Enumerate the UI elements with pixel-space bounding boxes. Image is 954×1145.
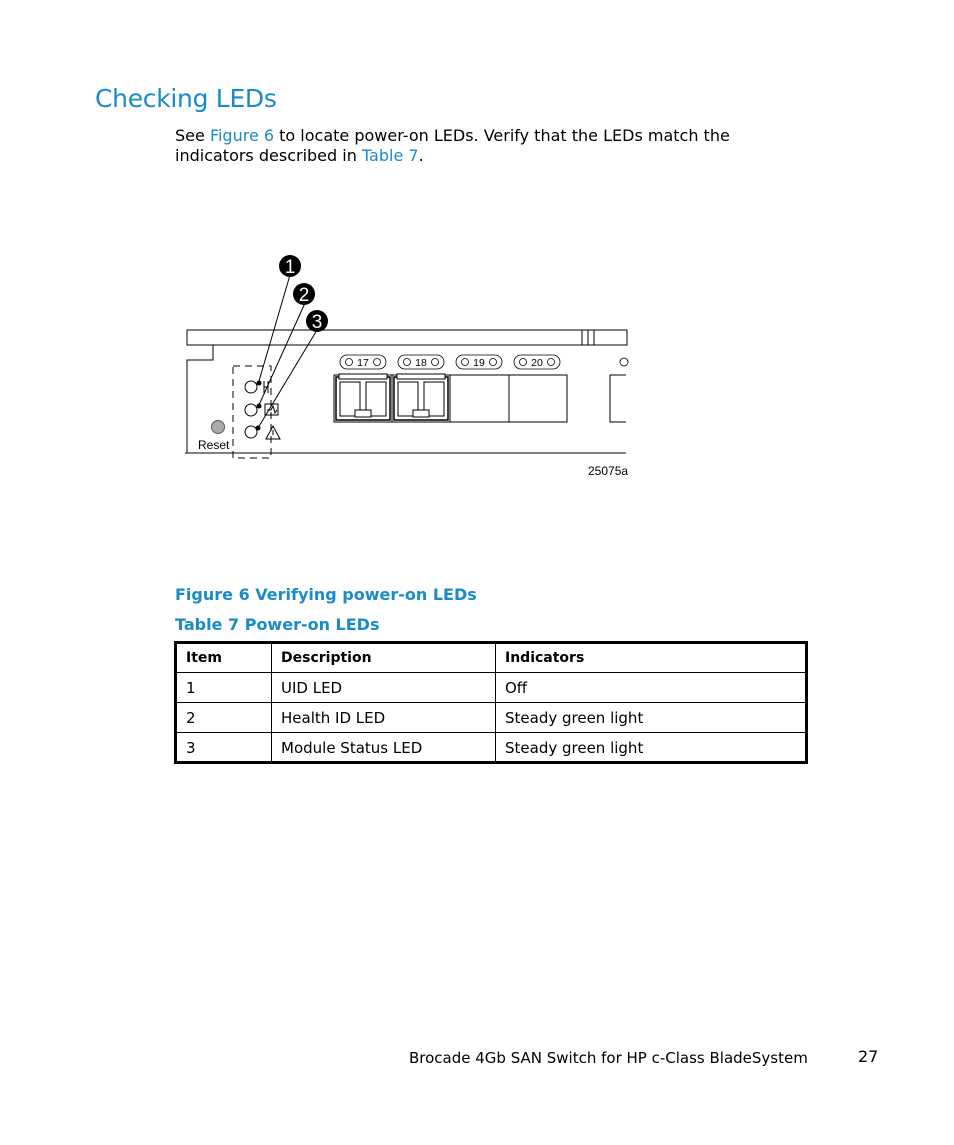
footer-title: Brocade 4Gb SAN Switch for HP c-Class BladeSystem bbox=[409, 1049, 808, 1067]
port-18-number: 18 bbox=[415, 357, 427, 369]
port-block-partial bbox=[610, 375, 626, 422]
port-17-number: 17 bbox=[357, 357, 369, 369]
figure-6-link[interactable]: Figure 6 bbox=[209, 126, 275, 145]
callout-1-dot bbox=[257, 381, 262, 386]
table-header-row bbox=[176, 643, 807, 673]
header-item: Item bbox=[176, 643, 272, 673]
callout-2-number: 2 bbox=[298, 285, 310, 306]
callout-2-leader bbox=[259, 303, 305, 405]
intro-see: See bbox=[175, 126, 210, 145]
uid-led bbox=[245, 381, 257, 393]
table-7-link[interactable]: Table 7 bbox=[361, 146, 419, 165]
module-status-led bbox=[245, 426, 257, 438]
header-description: Description bbox=[272, 643, 496, 673]
table-row bbox=[176, 673, 807, 703]
port-label-17 bbox=[340, 355, 386, 369]
page-number: 27 bbox=[858, 1047, 879, 1066]
table-row bbox=[176, 703, 807, 733]
cell-description: UID LED bbox=[272, 673, 496, 703]
figure-caption: Figure 6 Verifying power-on LEDs bbox=[175, 585, 477, 604]
cell-description: Health ID LED bbox=[272, 703, 496, 733]
callout-1-leader bbox=[259, 275, 290, 381]
port-label-20 bbox=[514, 355, 560, 369]
cell-indicators: Off bbox=[496, 673, 807, 703]
cell-item: 1 bbox=[176, 673, 272, 703]
sfp-module-18 bbox=[394, 374, 448, 420]
health-pulse-icon bbox=[267, 406, 277, 413]
table-caption: Table 7 Power-on LEDs bbox=[175, 615, 380, 634]
port-label-18 bbox=[398, 355, 444, 369]
port-label-21-partial bbox=[620, 358, 628, 366]
cell-indicators: Steady green light bbox=[496, 703, 807, 733]
table-row bbox=[176, 733, 807, 763]
callout-2-dot bbox=[257, 404, 262, 409]
sfp-module-17 bbox=[336, 374, 390, 420]
cell-item: 2 bbox=[176, 703, 272, 733]
section-heading: Checking LEDs bbox=[95, 84, 277, 113]
cell-item: 3 bbox=[176, 733, 272, 763]
reset-label: Reset bbox=[198, 438, 230, 452]
top-rail bbox=[187, 330, 627, 345]
port-20-number: 20 bbox=[531, 357, 543, 369]
port-19-number: 19 bbox=[473, 357, 485, 369]
port-label-19 bbox=[456, 355, 502, 369]
header-indicators: Indicators bbox=[496, 643, 807, 673]
intro-paragraph bbox=[175, 126, 790, 166]
callout-1-number: 1 bbox=[284, 257, 296, 278]
cell-description: Module Status LED bbox=[272, 733, 496, 763]
health-led bbox=[245, 404, 257, 416]
switch-module-drawing bbox=[180, 250, 640, 490]
intro-end: . bbox=[418, 146, 424, 165]
callout-3-number: 3 bbox=[311, 312, 323, 333]
callout-3-dot bbox=[256, 426, 261, 431]
power-on-leds-table bbox=[174, 641, 808, 764]
faceplate-edge bbox=[187, 345, 213, 453]
cell-indicators: Steady green light bbox=[496, 733, 807, 763]
reset-button bbox=[212, 421, 225, 434]
power-on-leds-figure bbox=[180, 250, 640, 490]
drawing-id: 25075a bbox=[588, 464, 629, 478]
intro-middle: to locate power-on LEDs. Verify that the LEDs match the indicators described in bbox=[175, 126, 730, 165]
